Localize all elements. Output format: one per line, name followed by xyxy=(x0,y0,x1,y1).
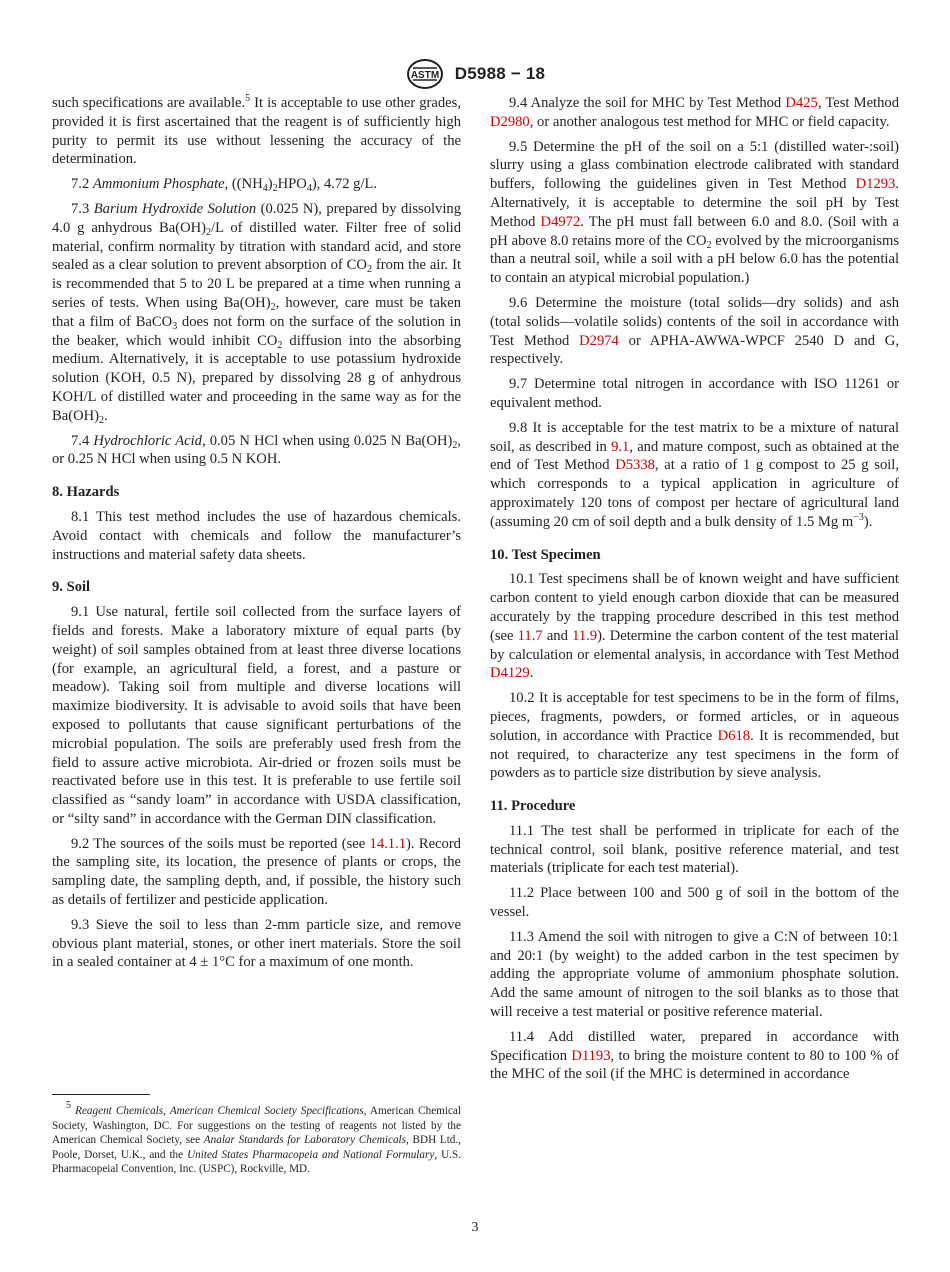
section-8-1: 8.1 This test method includes the use of hazardous chemicals. Avoid contact with chemicals and follow the manufacturer’s instructions and material safety data sheets. xyxy=(52,508,461,563)
section-9-3: 9.3 Sieve the soil to less than 2-mm particle size, and remove obvious plant material, stones, or other inert materials. Store the soil in a sealed container at 4 ± 1°C for a maximum of one month. xyxy=(52,916,461,971)
section-11-1: 11.1 The test shall be performed in triplicate for each of the technical control, soil blank, positive reference material, and test materials (triplicate for each test material). xyxy=(490,822,899,877)
footnote-ref: 5 xyxy=(245,93,251,104)
heading-hazards: 8. Hazards xyxy=(52,484,120,501)
link-d4129[interactable]: D4129 xyxy=(490,665,530,682)
link-d2974[interactable]: D2974 xyxy=(579,332,619,349)
heading-procedure: 11. Procedure xyxy=(490,798,576,815)
footnote: $^5$ Reagent Chemicals, American Chemical Society Specifications, American Chemical Society, Washington, DC. For suggestions on the testing of reagents not listed by the American Chemical Society, see Analar Standards for Laboratory Chemicals, BDH Ltd., Poole, Dorset, U.K., and the United States Pharmacopeia and National Formulary, U.S. Pharmacopeial Convention, Inc. (USPC), Rockville, MD. xyxy=(52,1100,462,1176)
link-d1293[interactable]: D1293 xyxy=(855,176,896,193)
section-10-2: 10.2 It is acceptable for test specimens to be in the form of films, pieces, fragments, powders, or formed articles, or in aqueous solution, in accordance with Practice D618. It is recommended, but not required, to characterize any test specimens in the form of powders as to particle size distribution by sieve analysis. xyxy=(490,690,899,782)
section-11-3: 11.3 Amend the soil with nitrogen to give a C:N of between 10:1 and 20:1 (by weight) to the added carbon in the test specimen by adding the appropriate volume of ammonium phosphate solution. Add the same amount of nitrogen to the soil blanks as to those that will receive a test material or positive reference material. xyxy=(490,928,899,1021)
right-column xyxy=(490,94,899,1090)
section-9-1: 9.1 Use natural, fertile soil collected from the surface layers of fields and forests. Make a laboratory mixture of equal parts (by weight) of soil samples obtained from at least three diverse locations (for example, an agricultural field, a forest, and a pasture or meadow). Taking soil from multiple and diverse locations will maximize biodiversity. It is advisable to avoid soils that have been exposed to pollutants that cause significant perturbations of the microbial population. The soils are preferably used fresh from the field to assure active microbiota. Air-dried or frozen soils must be reactivated before use in this test. It is preferable to use fertile soil classified as “sandy loam” in accordance with USDA classification, or “silty sand” in accordance with the German DIN classification. xyxy=(52,604,461,827)
link-d1193[interactable]: D1193 xyxy=(571,1047,611,1064)
link-11-9[interactable]: 11.9 xyxy=(572,627,598,644)
page-number: 3 xyxy=(471,1220,479,1235)
footnote-divider xyxy=(52,1094,150,1095)
section-7-4: 7.4 Hydrochloric Acid, 0.05 N HCl when using 0.025 N $Ba(OH)_2$, or 0.25 N HCl when using 0.5 N KOH. xyxy=(52,432,461,468)
link-14-1-1[interactable]: 14.1.1 xyxy=(369,835,407,852)
section-11-4: 11.4 Add distilled water, prepared in accordance with Specification D1193, to bring the moisture content to 80 to 100 % of the MHC of the soil (if the MHC is determined in accordance xyxy=(490,1028,899,1083)
section-9-6: 9.6 Determine the moisture (total solids—dry solids) and ash (total solids—volatile solids) contents of the soil in accordance with Test Method D2974 or APHA-AWWA-WPCF 2540 D and G, respectively. xyxy=(490,294,899,368)
section-7-2: 7.2 Ammonium Phosphate, $((NH_4)_2HPO_4)$, 4.72 g/L. xyxy=(71,176,378,195)
heading-test-specimen: 10. Test Specimen xyxy=(490,546,601,563)
section-11-2: 11.2 Place between 100 and 500 g of soil in the bottom of the vessel. xyxy=(490,885,899,921)
astm-logo-icon xyxy=(405,58,445,90)
link-d2980[interactable]: D2980 xyxy=(490,113,530,130)
page-header xyxy=(0,58,950,90)
heading-soil: 9. Soil xyxy=(52,579,91,596)
section-10-1: 10.1 Test specimens shall be of known weight and have sufficient carbon content to yield enough carbon dioxide that can be measured accurately by the trapping procedure described in this test method (see 11.7 and 11.9). Determine the carbon content of the test material by calculation or elemental analysis, in accordance with Test Method D4129. xyxy=(490,571,899,682)
link-d618[interactable]: D618 xyxy=(717,727,751,744)
section-9-7: 9.7 Determine total nitrogen in accordance with ISO 11261 or equivalent method. xyxy=(490,376,899,411)
link-d4972[interactable]: D4972 xyxy=(540,213,581,230)
section-7-3: 7.3 Barium Hydroxide Solution (0.025 N), prepared by dissolving 4.0 g anhydrous $Ba(OH)_2/L$ of distilled water. Filter free of solid material, confirm normality by titration with standard acid, and store sealed as a clear solution to prevent absorption of $CO_2$ from the air. It is recommended that 5 to 20 L be prepared at a time when running a series of tests. When using $Ba(OH)_2$, however, care must be taken that a film of BaCO$_3$ does not form on the surface of the solution in the beaker, which would inhibit $CO_2$ diffusion into the absorbing medium. Alternatively, it is acceptable to use potassium hydroxide solution (KOH, 0.5 N), prepared by dissolving 28 g of anhydrous KOH/L of distilled water and proceeding in the same way as for the $Ba(OH)_2$. xyxy=(52,200,462,426)
left-column xyxy=(52,94,461,978)
link-11-7[interactable]: 11.7 xyxy=(517,627,543,644)
svg-text:ASTM: ASTM xyxy=(410,70,439,81)
document-id: D5988 − 18 xyxy=(454,64,546,83)
section-9-8: 9.8 It is acceptable for the test matrix to be a mixture of natural soil, as described in 9.1, and mature compost, such as obtained at the end of Test Method D5338, at a ratio of 1 g compost to 25 g soil, which corresponds to a typical application in agriculture of approximately 120 tons of compost per hectare of agricultural land (assuming 20 cm of soil depth and a bulk density of 1.5 Mg $m^{-3}$). xyxy=(490,419,899,530)
section-9-5: 9.5 Determine the pH of the soil on a 5:1 (distilled water-:soil) slurry using a glass combination electrode calibrated with standard buffers, following the guidelines given in Test Method D1293. Alternatively, it is acceptable to determine the soil pH by Test Method D4972. The pH must fall between 6.0 and 8.0. (Soil with a pH above 8.0 retains more of the $CO_2$ evolved by the microorganisms than a neutral soil, while a soil with a pH below 6.0 has the potential to contain an atypical microbial population.) xyxy=(490,138,900,287)
section-9-2: 9.2 The sources of the soils must be reported (see 14.1.1). Record the sampling site, its location, the presence of plants or crops, the sampling date, the sampling depth, and, if possible, the history such as details of fertilizer and pesticide application. xyxy=(52,835,461,909)
section-9-4: 9.4 Analyze the soil for MHC by Test Method D425, Test Method D2980, or another analogous test method for MHC or field capacity. xyxy=(490,95,899,130)
link-d5338[interactable]: D5338 xyxy=(615,457,655,474)
link-d425[interactable]: D425 xyxy=(785,95,818,111)
paragraph-7-1-continued: such specifications are available.$^5$ It is acceptable to use other grades, provided it is first ascertained that the reagent is of sufficiently high purity to permit its use without lessening the accuracy of the determination. xyxy=(52,93,461,168)
link-9-1[interactable]: 9.1 xyxy=(611,438,630,455)
